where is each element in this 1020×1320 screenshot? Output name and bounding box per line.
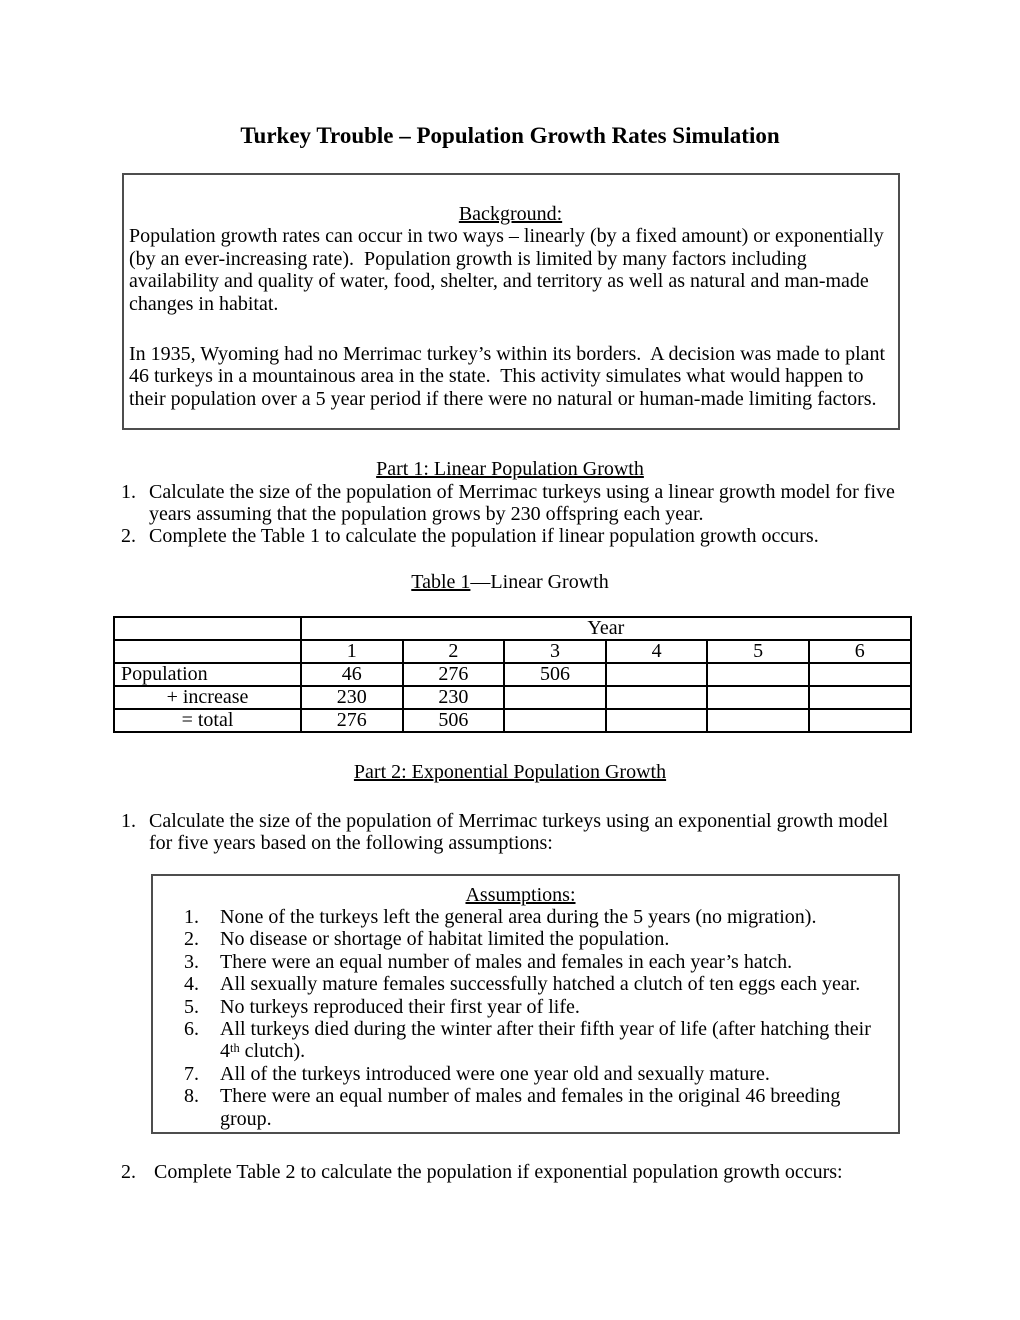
year-col-header: 1 xyxy=(301,640,403,663)
assumption-item xyxy=(153,1085,888,1130)
list-item-text: All of the turkeys introduced were one year old and sexually mature. xyxy=(220,1062,770,1085)
assumptions-box xyxy=(151,874,900,1134)
table1-caption-rest: —Linear Growth xyxy=(470,570,609,593)
table-cell xyxy=(606,709,708,732)
assumptions-heading xyxy=(153,884,888,906)
list-item-text: No turkeys reproduced their first year of life. xyxy=(220,995,580,1018)
year-col-header: 4 xyxy=(606,640,708,663)
list-item-text: None of the turkeys left the general area during the 5 years (no migration). xyxy=(220,905,817,928)
list-item-number: 6. xyxy=(184,1017,199,1040)
list-item-number: 7. xyxy=(184,1062,199,1085)
table-cell: 506 xyxy=(403,709,505,732)
table-cell: 506 xyxy=(504,663,606,686)
list-item xyxy=(120,481,900,526)
list-item xyxy=(120,525,900,547)
table-cell xyxy=(809,663,911,686)
table-cell: 230 xyxy=(301,686,403,709)
list-item-number: 1. xyxy=(121,809,136,832)
table-corner-cell xyxy=(114,617,301,640)
row-label: + increase xyxy=(114,686,301,709)
row-label: = total xyxy=(114,709,301,732)
list-item-text: There were an equal number of males and females in the original 46 breeding group. xyxy=(220,1085,846,1130)
table-cell xyxy=(707,709,809,732)
table-cell: 46 xyxy=(301,663,403,686)
part1-heading xyxy=(120,458,900,480)
table-row xyxy=(114,686,911,709)
list-item-text: All turkeys died during the winter after their fifth year of life (after hatching their 4 xyxy=(220,1017,876,1063)
part2-item-2 xyxy=(120,1161,900,1183)
list-item-number: 8. xyxy=(184,1085,199,1108)
table-cell: 276 xyxy=(403,663,505,686)
part2-item-1 xyxy=(120,810,900,855)
table-row xyxy=(114,663,911,686)
assumption-item xyxy=(153,973,888,995)
assumption-item xyxy=(153,1063,888,1085)
table-cell: 230 xyxy=(403,686,505,709)
table-cell xyxy=(707,686,809,709)
list-item-number: 1. xyxy=(184,905,199,928)
assumption-item xyxy=(153,996,888,1018)
list-item-text: There were an equal number of males and females in each year’s hatch. xyxy=(220,950,793,973)
list-item-text: Calculate the size of the population of Merrimac turkeys using a linear growth model for five years assuming that the population grows by 230 offspring each year. xyxy=(149,480,900,526)
list-item-text: No disease or shortage of habitat limited the population. xyxy=(220,928,670,951)
list-item-number: 2. xyxy=(184,928,199,951)
table-cell: 276 xyxy=(301,709,403,732)
background-paragraph-2: In 1935, Wyoming had no Merrimac turkey’s within its borders. A decision was made to plant 46 turkeys in a mountainous area in the state. This activity simulates what would happen to their population over a 5 year period if there were no natural or human-made limiting factors. xyxy=(129,343,891,410)
table1 xyxy=(113,616,912,733)
document-title: Turkey Trouble – Population Growth Rates Simulation xyxy=(240,123,780,148)
table-cell xyxy=(504,686,606,709)
table-cell xyxy=(606,663,708,686)
list-item-text: Calculate the size of the population of Merrimac turkeys using an exponential growth model for five years based on the following assumptions: xyxy=(149,809,894,855)
list-item-number: 5. xyxy=(184,995,199,1018)
spacer xyxy=(129,315,892,343)
assumption-item xyxy=(153,1018,888,1063)
table-cell xyxy=(809,686,911,709)
list-item-number: 3. xyxy=(184,950,199,973)
assumption-item xyxy=(153,906,888,928)
list-item-number: 4. xyxy=(184,973,199,996)
table-row xyxy=(114,617,911,640)
list-item-number: 2. xyxy=(121,1160,136,1183)
list-item-number: 1. xyxy=(121,480,136,503)
table-cell xyxy=(114,640,301,663)
year-col-header: 5 xyxy=(707,640,809,663)
table-cell xyxy=(606,686,708,709)
part1-heading-text: Part 1: Linear Population Growth xyxy=(376,458,644,481)
list-item-text: Complete Table 2 to calculate the population if exponential population growth occurs: xyxy=(149,1160,843,1183)
table1-caption xyxy=(120,571,900,593)
part2-heading-text: Part 2: Exponential Population Growth xyxy=(353,761,667,784)
assumptions-heading-text: Assumptions: xyxy=(465,883,576,906)
assumption-item xyxy=(153,951,888,973)
superscript-ordinal: th xyxy=(230,1040,240,1055)
table-cell xyxy=(707,663,809,686)
list-item-text: clutch). xyxy=(239,1040,306,1063)
year-col-header: 6 xyxy=(809,640,911,663)
year-col-header: 2 xyxy=(403,640,505,663)
table-row xyxy=(114,640,911,663)
table-row xyxy=(114,709,911,732)
background-box xyxy=(122,173,900,430)
list-item-text: All sexually mature females successfully hatched a clutch of ten eggs each year. xyxy=(220,973,861,996)
background-heading-text: Background: xyxy=(458,203,563,225)
table1-caption-title: Table 1 xyxy=(411,570,471,593)
list-item-text: Complete the Table 1 to calculate the population if linear population growth occurs. xyxy=(149,525,819,548)
table-cell xyxy=(504,709,606,732)
list-item-number: 2. xyxy=(121,525,136,548)
assumption-item xyxy=(153,928,888,950)
row-label: Population xyxy=(114,663,301,686)
background-paragraph-1: Population growth rates can occur in two ways – linearly (by a fixed amount) or exponentially (by an ever-increasing rate). Population growth is limited by many factors including availability and quality of water, food, shelter, and territory as well as natural and man-made changes in habitat. xyxy=(129,225,889,315)
year-header-cell: Year xyxy=(301,617,911,640)
background-heading xyxy=(129,203,892,225)
part2-heading xyxy=(120,761,900,783)
part1-list xyxy=(120,481,900,548)
year-col-header: 3 xyxy=(504,640,606,663)
table-cell xyxy=(809,709,911,732)
